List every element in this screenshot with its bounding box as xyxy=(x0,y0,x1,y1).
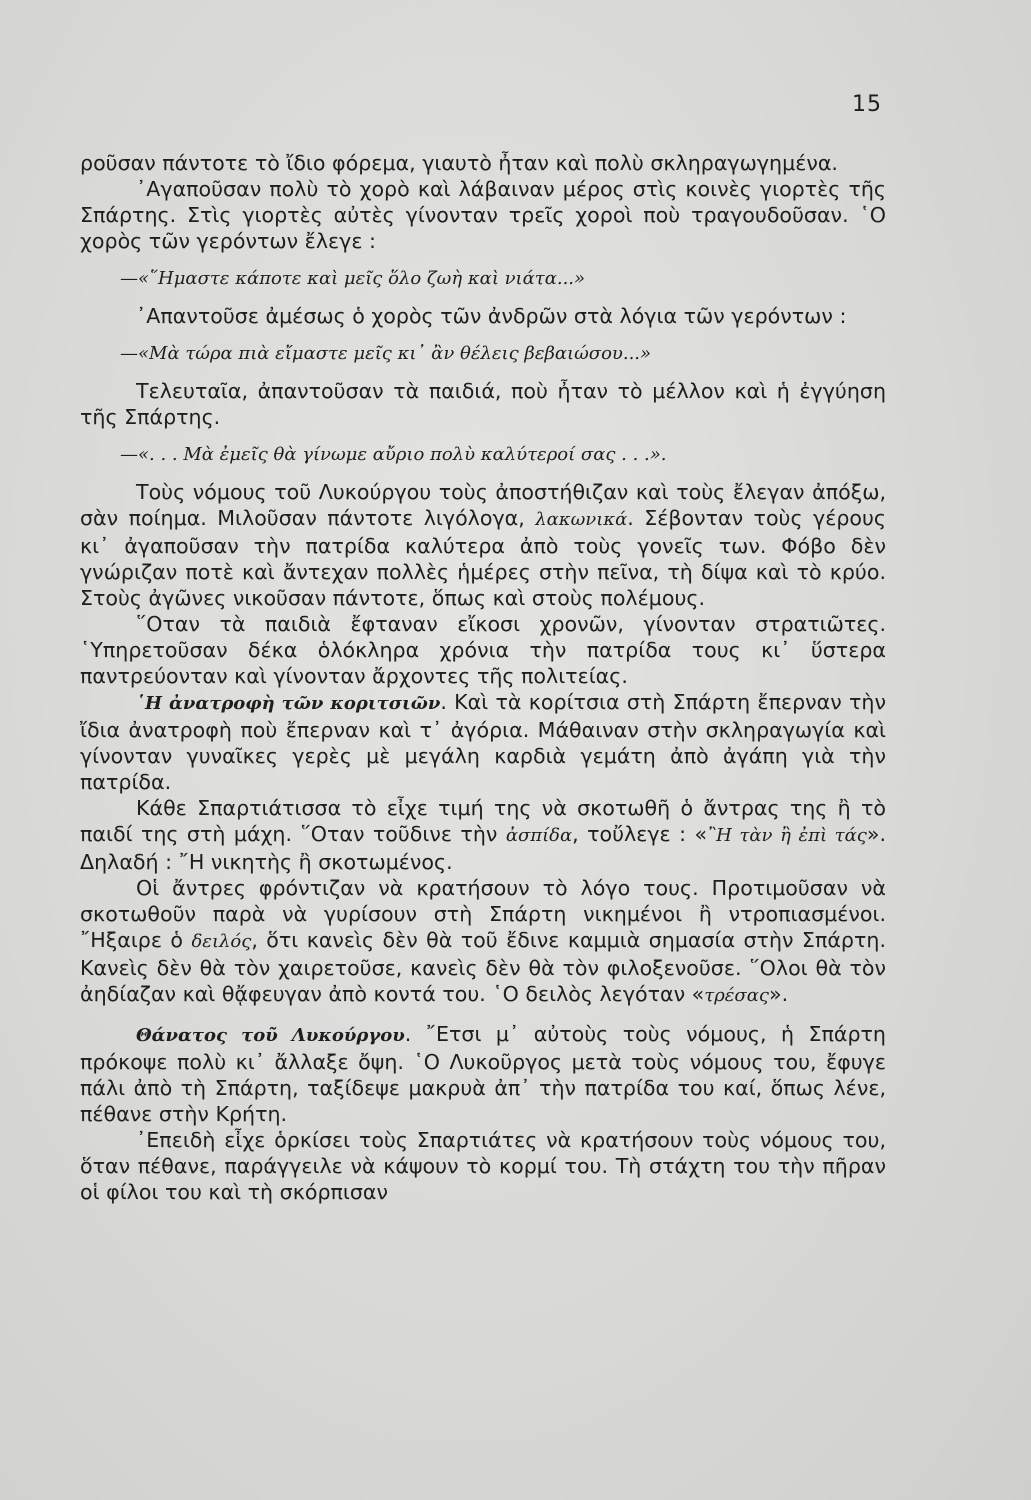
heading-girls-upbringing: ῾Η ἀνατροφὴ τῶν κοριτσιῶν xyxy=(136,693,441,714)
quote-men: —«Μὰ τώρα πιὰ εἴμαστε μεῖς κι᾿ ἂν θέλεις βεβαιώσου...» xyxy=(120,343,652,364)
paragraph-cowards: Οἱ ἄντρες φρόντιζαν νὰ κρατήσουν τὸ λόγο τους. Προτιμοῦσαν νὰ σκοτωθοῦν παρὰ νὰ γυρίσουν στὴ Σπάρτη νικημένοι ἢ ντροπιασμένοι. ῎Ηξαιρε ὁ δειλός, ὅτι κανεὶς δὲν θὰ τοῦ ἔδινε καμμιὰ σημασία στὴν Σπάρτη. Κανεὶς δὲν θὰ τὸν χαιρετοῦσε, κανεὶς δὲν θὰ τὸν φιλοξενοῦσε. ῞Ολοι θὰ τὸν ἀηδίαζαν καὶ θᾄφευγαν ἀπὸ κοντά του. ῾Ο δειλὸς λεγόταν «τρέσας». xyxy=(80,876,886,1006)
page-number: 15 xyxy=(852,92,882,117)
paragraph-spartan-women: Κάθε Σπαρτιάτισσα τὸ εἶχε τιμή της νὰ σκοτωθῆ ὁ ἄντρας της ἢ τὸ παιδί της στὴ μάχη. ῞Οταν τοῦδινε τὴν ἀσπίδα, τοὔλεγε : «῍Η τὰν ἢ ἐπὶ τάς». Δηλαδή : ῎Η νικητὴς ἢ σκοτωμένος. xyxy=(80,796,886,874)
paragraph-ashes: ᾿Επειδὴ εἶχε ὁρκίσει τοὺς Σπαρτιάτες νὰ κρατήσουν τοὺς νόμους του, ὅταν πέθανε, παράγγειλε νὰ κάψουν τὸ κορμί του. Τὴ στάχτη του τὴν πῆραν οἱ φίλοι του καὶ τὴ σκόρπισαν xyxy=(80,1128,886,1204)
quote-children: —«. . . Μὰ ἐμεῖς θὰ γίνωμε αὔριο πολὺ καλύτεροί σας . . .». xyxy=(120,444,667,465)
emphasis-aspida: ἀσπίδα xyxy=(505,825,573,846)
body-text xyxy=(80,150,886,1205)
heading-death-of-lycurgus: Θάνατος τοῦ Λυκούργου xyxy=(136,1025,405,1046)
paragraph-children-reply: Τελευταῖα, ἀπαντοῦσαν τὰ παιδιά, ποὺ ἦταν τὸ μέλλον καὶ ἡ ἐγγύηση τῆς Σπάρτης. xyxy=(80,379,886,429)
quote-tan-epi-tas: ῍Η τὰν ἢ ἐπὶ τάς xyxy=(707,825,867,846)
emphasis-tresas: τρέσας xyxy=(704,985,769,1006)
quote-elders: —«῞Ημαστε κάποτε καὶ μεῖς ὅλο ζωὴ καὶ νιάτα...» xyxy=(120,268,586,289)
paragraph-death-of-lycurgus: Θάνατος τοῦ Λυκούργου. ῎Ετσι μ᾿ αὐτοὺς τοὺς νόμους, ἡ Σπάρτη πρόκοψε πολὺ κι᾿ ἄλλαξε ὄψη. ῾Ο Λυκοῦργος μετὰ τοὺς νόμους του, ἔφυγε πάλι ἀπὸ τὴ Σπάρτη, ταξίδεψε μακρυὰ ἀπ᾿ τὴν πατρίδα του καί, ὅπως λένε, πέθανε στὴν Κρήτη. xyxy=(80,1022,886,1126)
emphasis-lakonika: λακωνικά xyxy=(535,509,628,530)
paragraph-soldiers: ῞Οταν τὰ παιδιὰ ἔφταναν εἴκοσι χρονῶν, γίνονταν στρατιῶτες. ῾Υπηρετοῦσαν δέκα ὁλόκληρα χρόνια τὴν πατρίδα τους κι᾿ ὕστερα παντρεύονταν καὶ γίνονταν ἄρχοντες τῆς πολιτείας. xyxy=(80,612,886,688)
paragraph-continuation: ροῦσαν πάντοτε τὸ ἴδιο φόρεμα, γιαυτὸ ἦταν καὶ πολὺ σκληραγωγημένα. xyxy=(80,151,838,175)
paragraph-men-reply: ᾿Απαντοῦσε ἀμέσως ὁ χορὸς τῶν ἀνδρῶν στὰ λόγια τῶν γερόντων : xyxy=(136,304,847,328)
paragraph-girls-upbringing: ῾Η ἀνατροφὴ τῶν κοριτσιῶν. Καὶ τὰ κορίτσια στὴ Σπάρτη ἔπερναν τὴν ἴδια ἀνατροφὴ ποὺ ἔπερναν καὶ τ᾿ ἀγόρια. Μάθαιναν στὴν σκληραγωγία καὶ γίνονταν γυναῖκες γερὲς μὲ μεγάλη καρδιὰ γεμάτη ἀπὸ ἀγάπη γιὰ τὴν πατρίδα. xyxy=(80,690,886,794)
paragraph-laws: Τοὺς νόμους τοῦ Λυκούργου τοὺς ἀποστήθιζαν καὶ τοὺς ἔλεγαν ἀπόξω, σὰν ποίημα. Μιλοῦσαν πάντοτε λιγόλογα, λακωνικά. Σέβονταν τοὺς γέρους κι᾿ ἀγαποῦσαν τὴν πατρίδα καλύτερα ἀπὸ τοὺς γονεῖς των. Φόβο δὲν γνώριζαν ποτὲ καὶ ἄντεχαν πολλὲς ἡμέρες στὴν πεῖνα, τὴ δίψα καὶ τὸ κρύο. Στοὺς ἀγῶνες νικοῦσαν πάντοτε, ὅπως καὶ στοὺς πολέμους. xyxy=(80,480,887,610)
emphasis-deilos: δειλός xyxy=(191,931,252,952)
paragraph-festivals: ᾿Αγαποῦσαν πολὺ τὸ χορὸ καὶ λάβαιναν μέρος στὶς κοινὲς γιορτὲς τῆς Σπάρτης. Στὶς γιορτὲς αὐτὲς γίνονταν τρεῖς χοροὶ ποὺ τραγουδοῦσαν. ῾Ο χορὸς τῶν γερόντων ἔλεγε : xyxy=(80,177,886,253)
